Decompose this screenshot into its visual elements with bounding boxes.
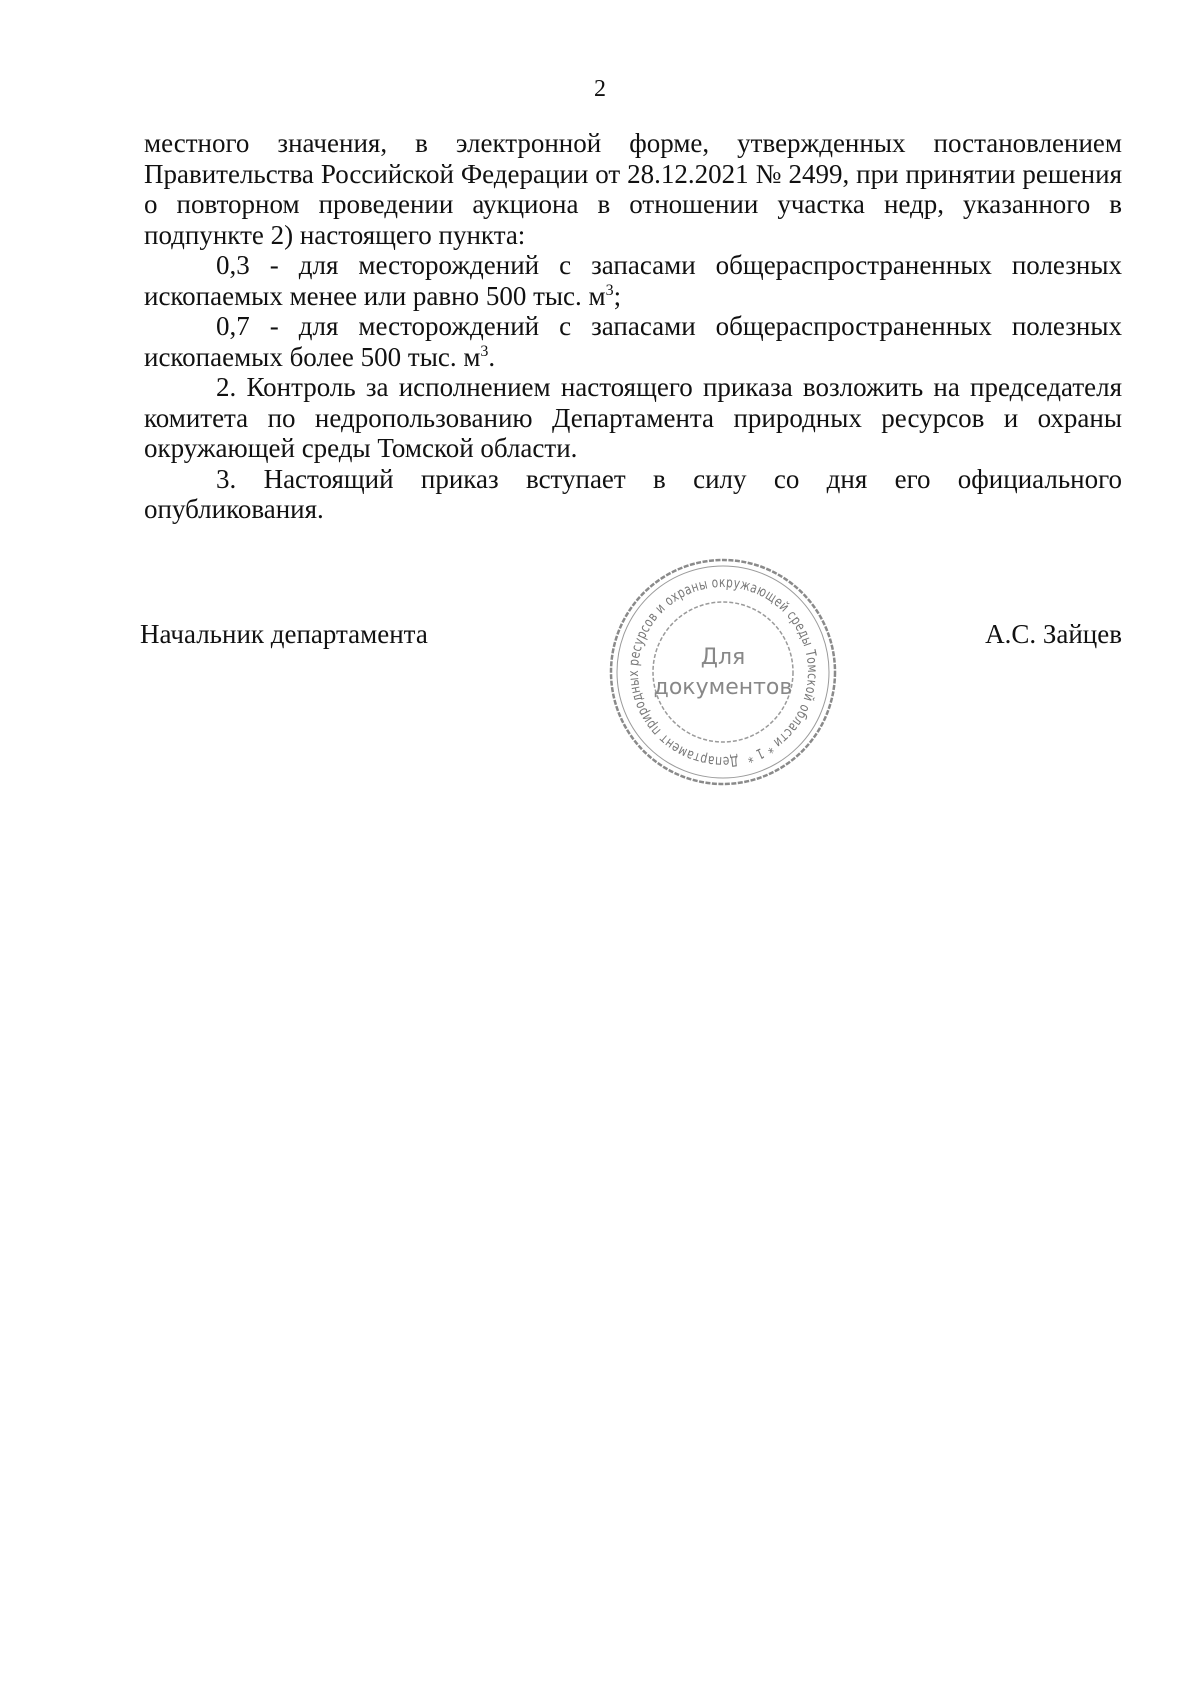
paragraph-punctuation: . bbox=[488, 341, 496, 372]
signature-title: Начальник департамента bbox=[140, 619, 428, 649]
paragraph-punctuation: ; bbox=[613, 280, 622, 311]
paragraph-continuation: местного значения, в электронной форме, утвержденных постановлением Правительства Российской Федерации от 28.12.2021 № 2499, при принятии решения о повторном проведении аукциона в отношении участка недр, указанного в подпункте 2) настоящего пункта: bbox=[144, 128, 1122, 250]
stamp-center-line2: документов bbox=[653, 675, 793, 700]
superscript-cubic: 3 bbox=[605, 281, 614, 299]
paragraph-text: 0,3 - для месторождений с запасами общераспространенных полезных ископаемых менее или равно 500 тыс. м bbox=[144, 250, 1122, 311]
official-stamp bbox=[603, 552, 843, 792]
paragraph-control: 2. Контроль за исполнением настоящего приказа возложить на председателя комитета по недропользованию Департамента природных ресурсов и охраны окружающей среды Томской области. bbox=[144, 372, 1122, 463]
stamp-outer-inner-ring bbox=[617, 566, 829, 778]
stamp-outer-ring bbox=[611, 560, 835, 784]
paragraph-text: 0,7 - для месторождений с запасами общераспространенных полезных ископаемых более 500 тыс. м bbox=[144, 311, 1122, 372]
stamp-center-line1: Для bbox=[700, 645, 746, 670]
signatory-name: А.С. Зайцев bbox=[985, 619, 1122, 649]
document-body bbox=[144, 128, 1122, 525]
stamp-inner-ring bbox=[653, 602, 793, 742]
paragraph-coefficient-0-7 bbox=[144, 311, 1122, 372]
paragraph-effective-date: 3. Настоящий приказ вступает в силу со дня его официального опубликования. bbox=[144, 463, 1122, 524]
stamp-ring-text-path: Департамент природных ресурсов и охраны окружающей среды Томской области * 1 * bbox=[625, 574, 821, 770]
page-number: 2 bbox=[594, 76, 606, 102]
stamp-ring-text bbox=[626, 575, 820, 769]
stamp-seal-graphic bbox=[603, 552, 843, 792]
superscript-cubic: 3 bbox=[480, 342, 489, 360]
paragraph-coefficient-0-3 bbox=[144, 250, 1122, 311]
